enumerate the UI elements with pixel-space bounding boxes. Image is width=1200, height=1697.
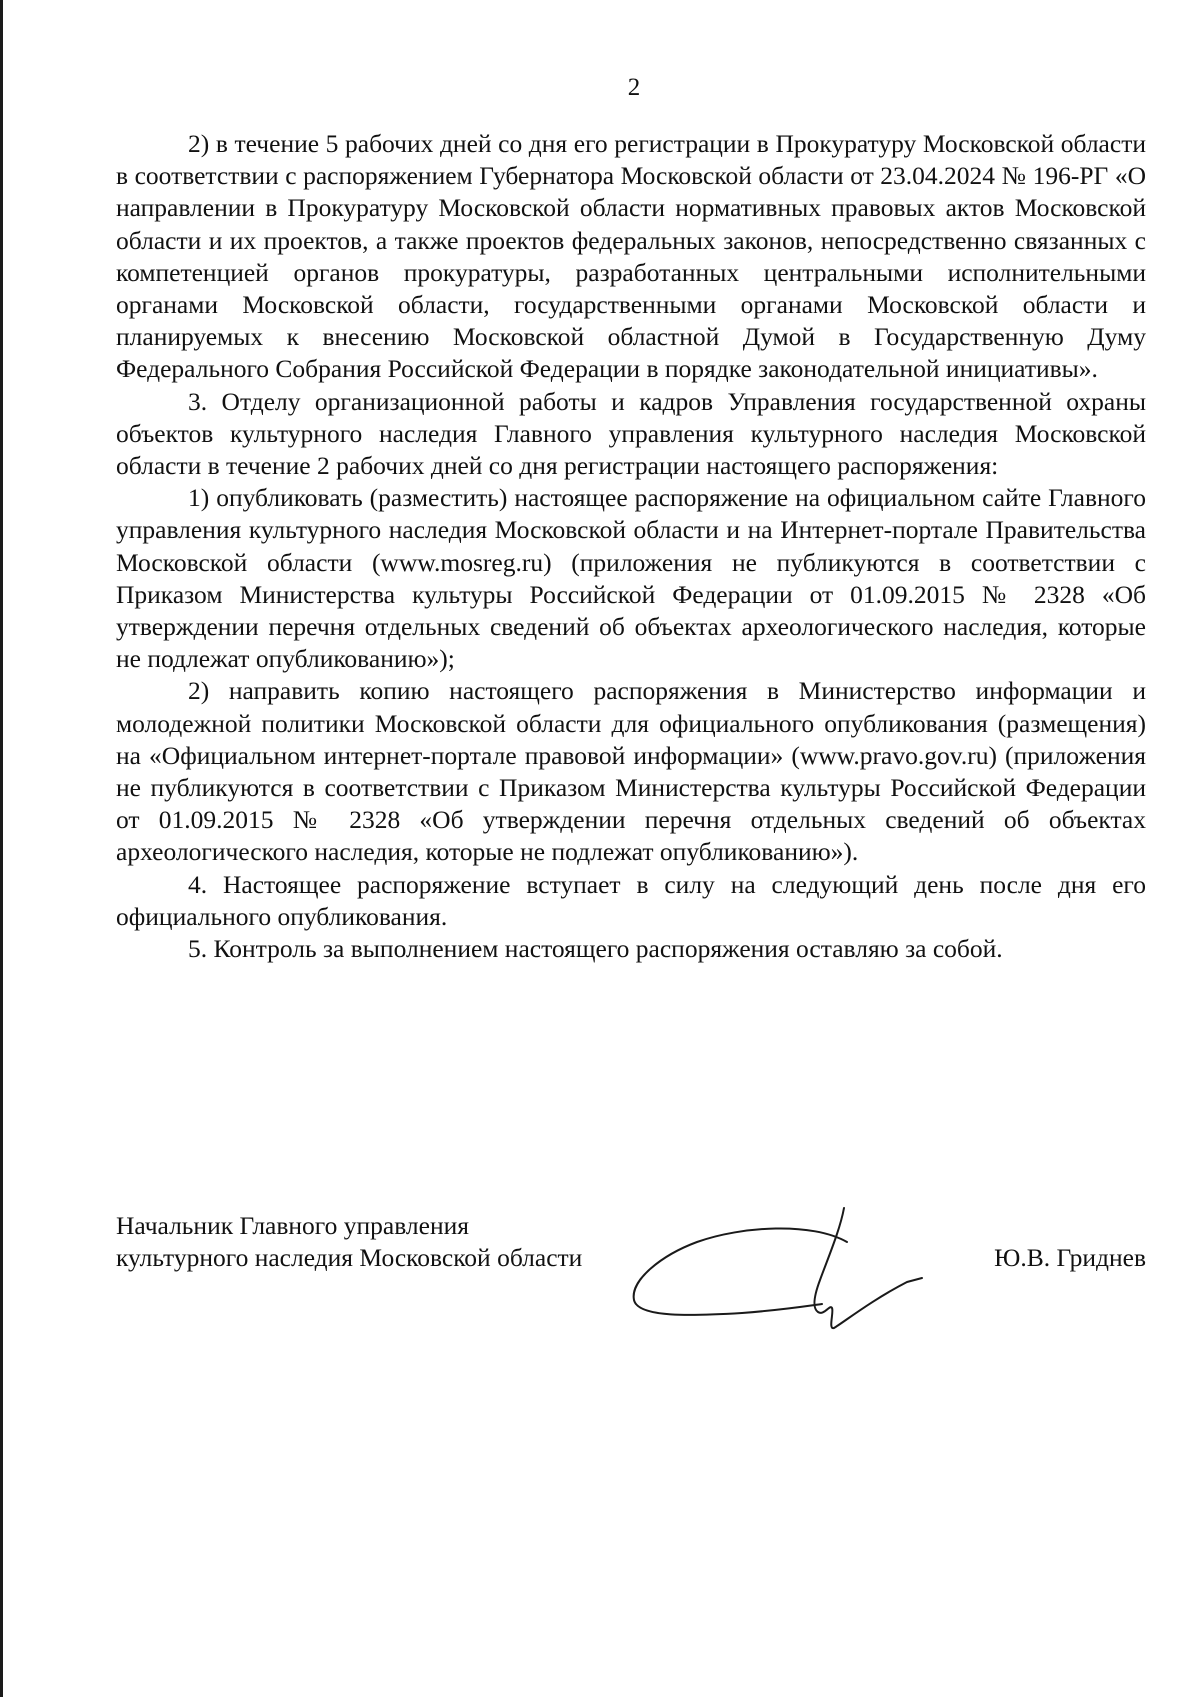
- signer-name: Ю.В. Гриднев: [994, 1243, 1146, 1272]
- paragraph-section-5: 5. Контроль за выполнением настоящего распоряжения оставляю за собой.: [188, 934, 1003, 964]
- signer-title: [116, 1210, 582, 1274]
- page-scan-edge: [0, 0, 3, 1697]
- paragraph-item-2-prosecutor: 2) в течение 5 рабочих дней со дня его регистрации в Прокуратуру Московской области в соответствии с распоряжением Губернатора Московской области от 23.04.2024 № 196-РГ «О направлении в Прокуратуру Московской области нормативных правовых актов Московской области и их проектов, а также проектов федеральных законов, непосредственно связанных с компетенцией органов прокуратуры, разработанных центральными исполнительными органами Московской области, государственными органами Московской области и планируемых к внесению Московской областной Думой в Государственную Думу Федерального Собрания Российской Федерации в порядке законодательной инициативы».: [116, 129, 1146, 384]
- handwritten-signature: [622, 1200, 942, 1335]
- paragraph-item-2-send-copy: 2) направить копию настоящего распоряжения в Министерство информации и молодежной политики Московской области для официального опубликования (размещения) на «Официальном интернет-портале правовой информации» (www.pravo.gov.ru) (приложения не публикуются в соответствии с Приказом Министерства культуры Российской Федерации от 01.09.2015 № 2328 «Об утверждении перечня отдельных сведений об объектах археологического наследия, которые не подлежат опубликованию»).: [116, 676, 1146, 867]
- page-number: 2: [627, 74, 641, 101]
- paragraph-section-4: 4. Настоящее распоряжение вступает в силу на следующий день после дня его официального опубликования.: [116, 869, 1146, 931]
- signer-title-line-2: культурного наследия Московской области: [116, 1243, 583, 1272]
- paragraph-item-1-publish: 1) опубликовать (разместить) настоящее распоряжение на официальном сайте Главного управления культурного наследия Московской области и на Интернет-портале Правительства Московской области (www.mosreg.ru) (приложения не публикуются в соответствии с Приказом Министерства культуры Российской Федерации от 01.09.2015 № 2328 «Об утверждении перечня отдельных сведений об объектах археологического наследия, которые не подлежат опубликованию»);: [116, 483, 1146, 674]
- signer-title-line-1: Начальник Главного управления: [116, 1211, 469, 1240]
- document-body: [116, 128, 1146, 965]
- paragraph-section-3: 3. Отделу организационной работы и кадров Управления государственной охраны объектов культурного наследия Главного управления культурного наследия Московской области в течение 2 рабочих дней со дня регистрации настоящего распоряжения:: [116, 386, 1146, 481]
